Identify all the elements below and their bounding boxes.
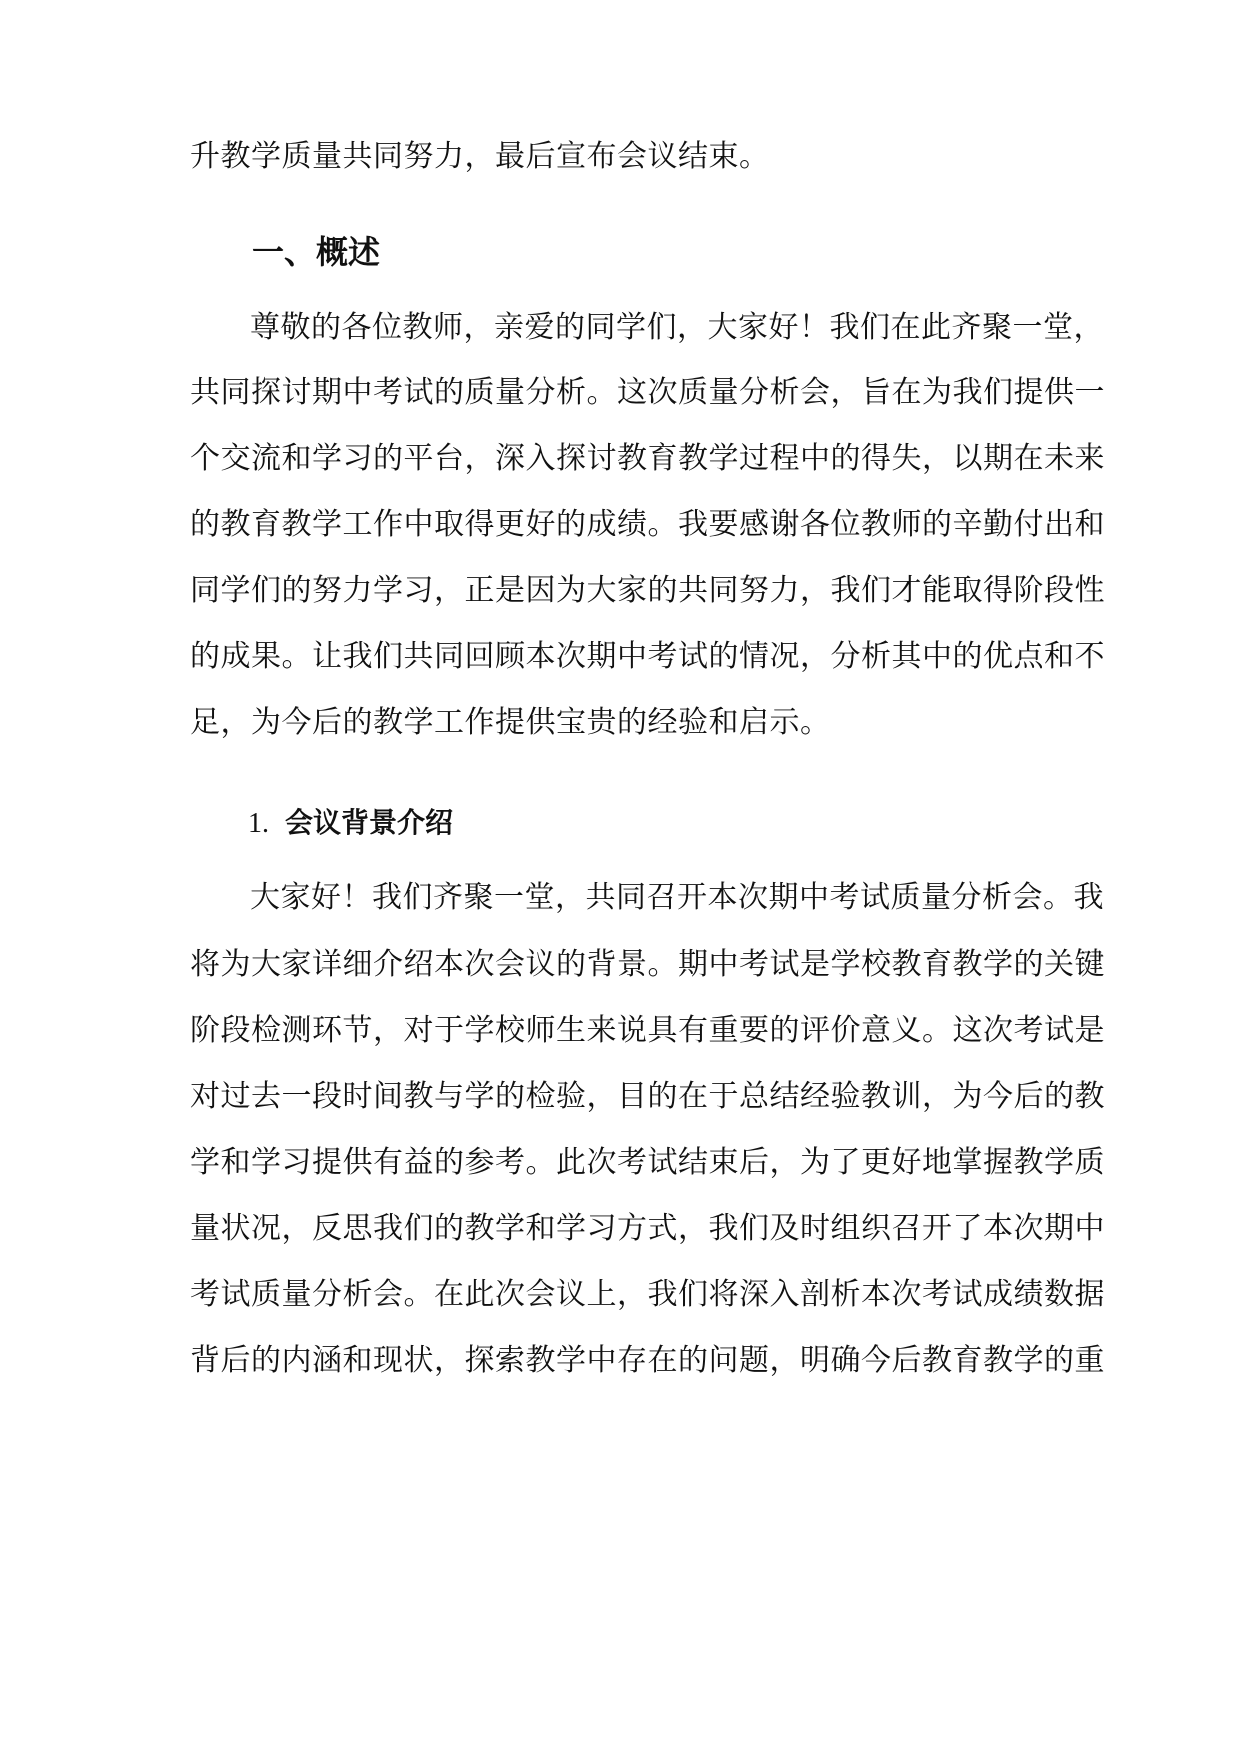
- subsection-number: 1.: [248, 808, 269, 839]
- paragraph-line: 背后的内涵和现状，探索教学中存在的问题，明确今后教育教学的重: [190, 1343, 1105, 1378]
- paragraph-line: 量状况，反思我们的教学和学习方式，我们及时组织召开了本次期中: [190, 1211, 1105, 1246]
- paragraph-line: 将为大家详细介绍本次会议的背景。期中考试是学校教育教学的关键: [190, 947, 1105, 982]
- paragraph-line: 的教育教学工作中取得更好的成绩。我要感谢各位教师的辛勤付出和: [190, 507, 1105, 542]
- paragraph-line: 对过去一段时间教与学的检验，目的在于总结经验教训，为今后的教: [190, 1079, 1105, 1114]
- paragraph-line: 阶段检测环节，对于学校师生来说具有重要的评价意义。这次考试是: [190, 1013, 1105, 1048]
- paragraph-line: 学和学习提供有益的参考。此次考试结束后，为了更好地掌握教学质: [190, 1145, 1105, 1180]
- paragraph-line: 个交流和学习的平台，深入探讨教育教学过程中的得失，以期在未来: [190, 441, 1105, 476]
- continuation-line: 升教学质量共同努力，最后宣布会议结束。: [190, 139, 770, 174]
- paragraph-line: 同学们的努力学习，正是因为大家的共同努力，我们才能取得阶段性: [190, 573, 1105, 608]
- paragraph-line: 足，为今后的教学工作提供宝贵的经验和启示。: [190, 705, 831, 740]
- paragraph-line: 考试质量分析会。在此次会议上，我们将深入剖析本次考试成绩数据: [190, 1277, 1105, 1312]
- section-heading-overview: 一、概述: [252, 233, 381, 271]
- paragraph-line: 共同探讨期中考试的质量分析。这次质量分析会，旨在为我们提供一: [190, 375, 1105, 410]
- subsection-heading-meeting-background: [248, 803, 453, 844]
- paragraph-line: 的成果。让我们共同回顾本次期中考试的情况，分析其中的优点和不: [190, 639, 1105, 674]
- paragraph-line: 尊敬的各位教师，亲爱的同学们，大家好！我们在此齐聚一堂，: [250, 310, 1104, 345]
- paragraph-line: 大家好！我们齐聚一堂，共同召开本次期中考试质量分析会。我: [250, 880, 1104, 915]
- subsection-title: 会议背景介绍: [285, 806, 454, 839]
